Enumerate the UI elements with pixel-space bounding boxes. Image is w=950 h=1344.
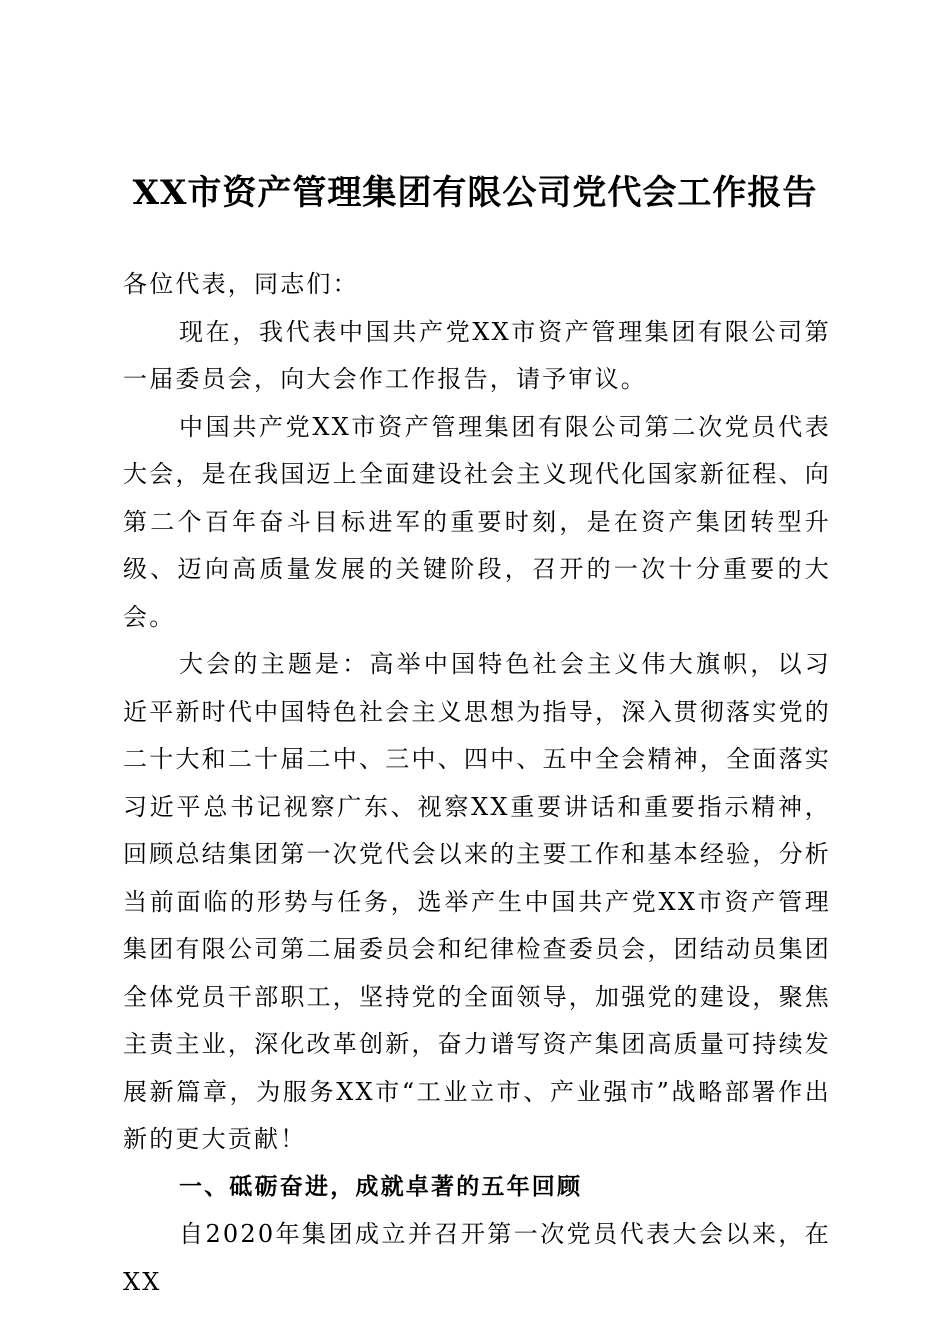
paragraph-intro: 现在，我代表中国共产党XX市资产管理集团有限公司第一届委员会，向大会作工作报告，请予审议。: [123, 317, 831, 393]
salutation: 各位代表，同志们：: [123, 270, 359, 298]
section-heading-review: 一、砥砺奋进，成就卓著的五年回顾: [179, 1173, 583, 1200]
paragraph-congress-theme: 大会的主题是：高举中国特色社会主义伟大旗帜，以习近平新时代中国特色社会主义思想为指导，深入贯彻落实党的二十大和二十届二中、三中、四中、五中全会精神，全面落实习近平总书记视察广东、视察XX重要讲话和重要指示精神，回顾总结集团第一次党代会以来的主要工作和基本经验，分析当前面临的形势与任务，选举产生中国共产党XX市资产管理集团有限公司第二届委员会和纪律检查委员会，团结动员集团全体党员干部职工，坚持党的全面领导，加强党的建设，聚焦主责主业，深化改革创新，奋力谱写资产集团高质量可持续发展新篇章，为服务XX市“工业立市、产业强市”战略部署作出新的更大贡献！: [123, 650, 831, 1153]
document-body: [123, 261, 831, 1306]
paragraph-congress-significance: 中国共产党XX市资产管理集团有限公司第二次党员代表大会，是在我国迈上全面建设社会主义现代化国家新征程、向第二个百年奋斗目标进军的重要时刻，是在资产集团转型升级、迈向高质量发展的关键阶段，召开的一次十分重要的大会。: [123, 412, 831, 631]
document-title: XX市资产管理集团有限公司党代会工作报告: [132, 173, 818, 213]
paragraph-review-start: 自2020年集团成立并召开第一次党员代表大会以来，在XX: [123, 1220, 831, 1296]
